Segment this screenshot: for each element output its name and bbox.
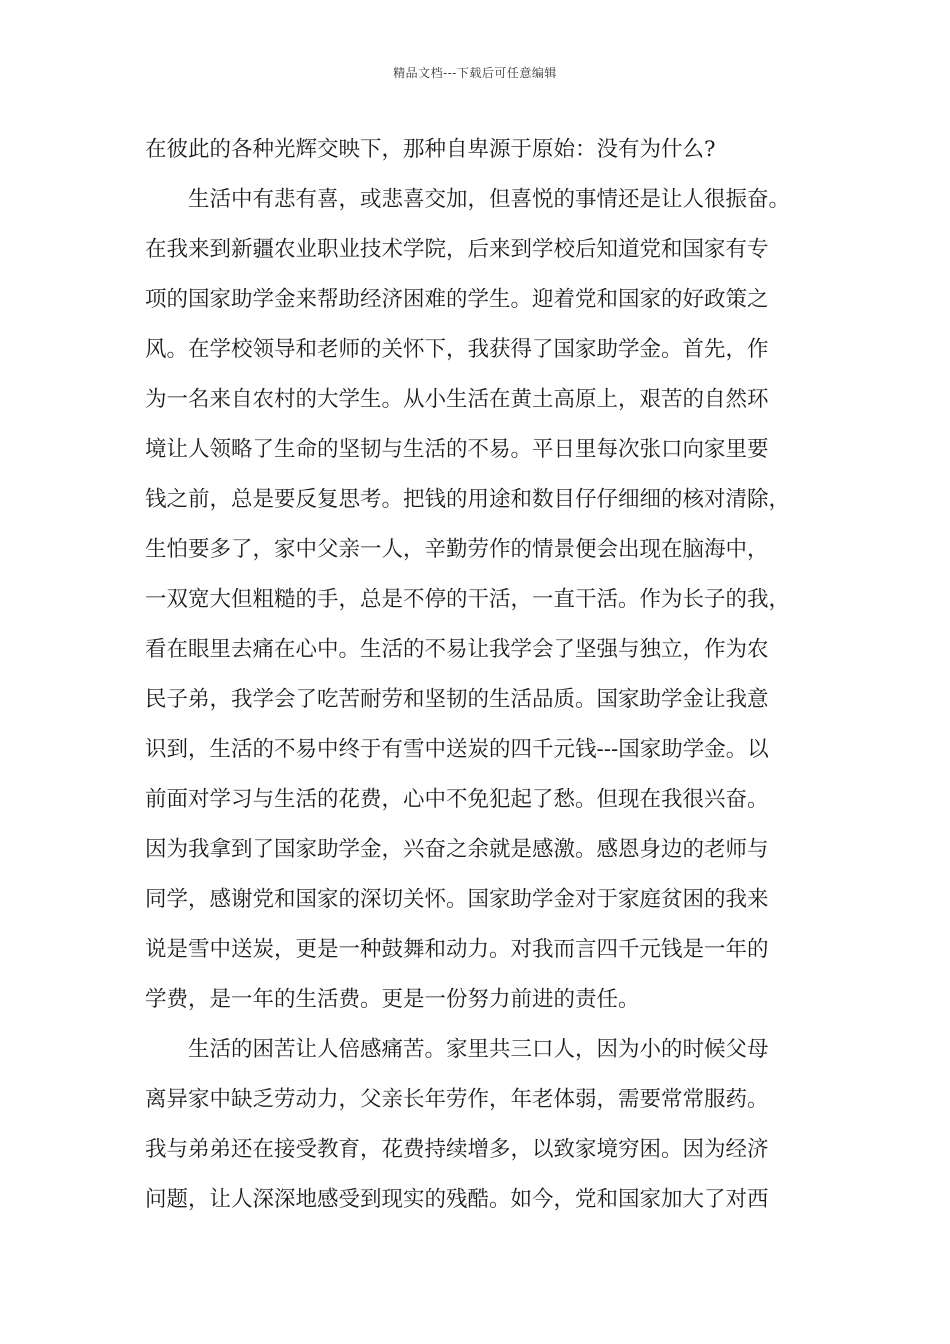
text-line: 在彼此的各种光辉交映下，那种自卑源于原始：没有为什么? xyxy=(145,137,716,162)
text-line: 生活的困苦让人倍感痛苦。家里共三口人，因为小的时候父母 xyxy=(145,1037,769,1062)
text-line: 生怕要多了，家中父亲一人，辛勤劳作的情景便会出现在脑海中， xyxy=(145,537,769,562)
text-line: 项的国家助学金来帮助经济困难的学生。迎着党和国家的好政策之 xyxy=(145,287,769,312)
text-line: 离异家中缺乏劳动力，父亲长年劳作，年老体弱，需要常常服药。 xyxy=(145,1087,769,1112)
text-line: 因为我拿到了国家助学金，兴奋之余就是感激。感恩身边的老师与 xyxy=(145,837,769,862)
text-line: 一双宽大但粗糙的手，总是不停的干活，一直干活。作为长子的我， xyxy=(145,587,791,612)
text-line: 同学，感谢党和国家的深切关怀。国家助学金对于家庭贫困的我来 xyxy=(145,887,769,912)
text-line: 问题，让人深深地感受到现实的残酷。如今，党和国家加大了对西 xyxy=(145,1187,769,1212)
text-line: 前面对学习与生活的花费，心中不免犯起了愁。但现在我很兴奋。 xyxy=(145,787,769,812)
text-line: 看在眼里去痛在心中。生活的不易让我学会了坚强与独立，作为农 xyxy=(145,637,769,662)
text-line: 风。在学校领导和老师的关怀下，我获得了国家助学金。首先，作 xyxy=(145,337,769,362)
text-line: 民子弟，我学会了吃苦耐劳和坚韧的生活品质。国家助学金让我意 xyxy=(145,687,769,712)
text-line: 说是雪中送炭，更是一种鼓舞和动力。对我而言四千元钱是一年的 xyxy=(145,937,769,962)
text-line: 我与弟弟还在接受教育，花费持续增多，以致家境穷困。因为经济 xyxy=(145,1137,769,1162)
text-line: 在我来到新疆农业职业技术学院，后来到学校后知道党和国家有专 xyxy=(145,237,769,262)
text-line: 识到，生活的不易中终于有雪中送炭的四千元钱---国家助学金。以 xyxy=(145,737,769,762)
document-body xyxy=(145,125,825,1225)
text-line: 钱之前，总是要反复思考。把钱的用途和数目仔仔细细的核对清除， xyxy=(145,487,791,512)
page-header: 精品文档---下载后可任意编辑 xyxy=(393,66,557,80)
text-line: 生活中有悲有喜，或悲喜交加，但喜悦的事情还是让人很振奋。 xyxy=(145,187,791,212)
text-line: 为一名来自农村的大学生。从小生活在黄土高原上，艰苦的自然环 xyxy=(145,387,769,412)
text-line: 学费，是一年的生活费。更是一份努力前进的责任。 xyxy=(145,987,640,1012)
text-line: 境让人领略了生命的坚韧与生活的不易。平日里每次张口向家里要 xyxy=(145,437,769,462)
